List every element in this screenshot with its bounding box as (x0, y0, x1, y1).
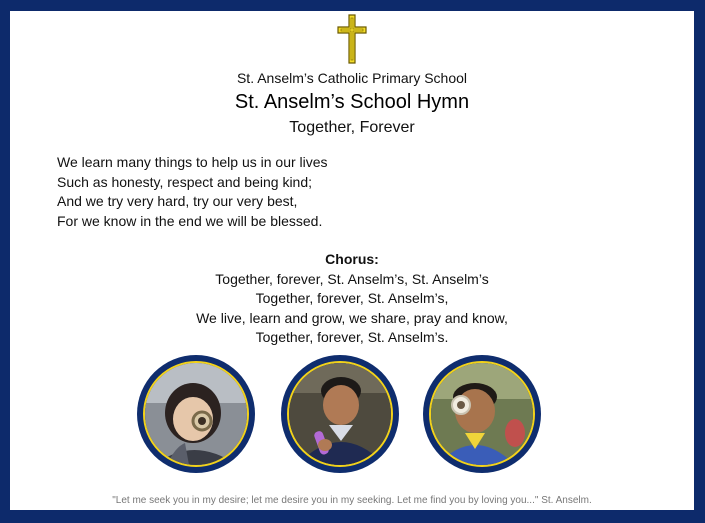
chorus-line: Together, forever, St. Anselm’s, (255, 290, 449, 306)
hymn-title: St. Anselm’s School Hymn (234, 91, 470, 113)
verse-line: For we know in the end we will be blessed. (57, 212, 323, 229)
verse-line: Such as honesty, respect and being kind; (57, 173, 313, 190)
hymn-subtitle: Together, Forever (289, 119, 415, 136)
verse (57, 153, 477, 231)
hymn-sheet (10, 11, 694, 510)
saint-anselm-quote: "Let me seek you in my desire; let me desire you in my seeking. Let me find you by loving you..." St. Anselm. (112, 495, 592, 506)
child-photo-telescope (137, 355, 255, 473)
child-photo-looking (423, 355, 541, 473)
school-name: St. Anselm’s Catholic Primary School (236, 70, 468, 86)
child-photo-playing (281, 355, 399, 473)
chorus-heading: Chorus: (325, 251, 379, 267)
chorus-line: We live, learn and grow, we share, pray and know, (196, 309, 508, 326)
cross-icon (337, 14, 367, 64)
chorus-line: Together, forever, St. Anselm’s. (255, 329, 449, 345)
verse-line: We learn many things to help us in our lives (57, 154, 328, 170)
chorus (10, 250, 694, 348)
verse-line: And we try very hard, try our very best, (57, 193, 298, 209)
chorus-line: Together, forever, St. Anselm’s, St. Anselm’s (215, 270, 489, 287)
